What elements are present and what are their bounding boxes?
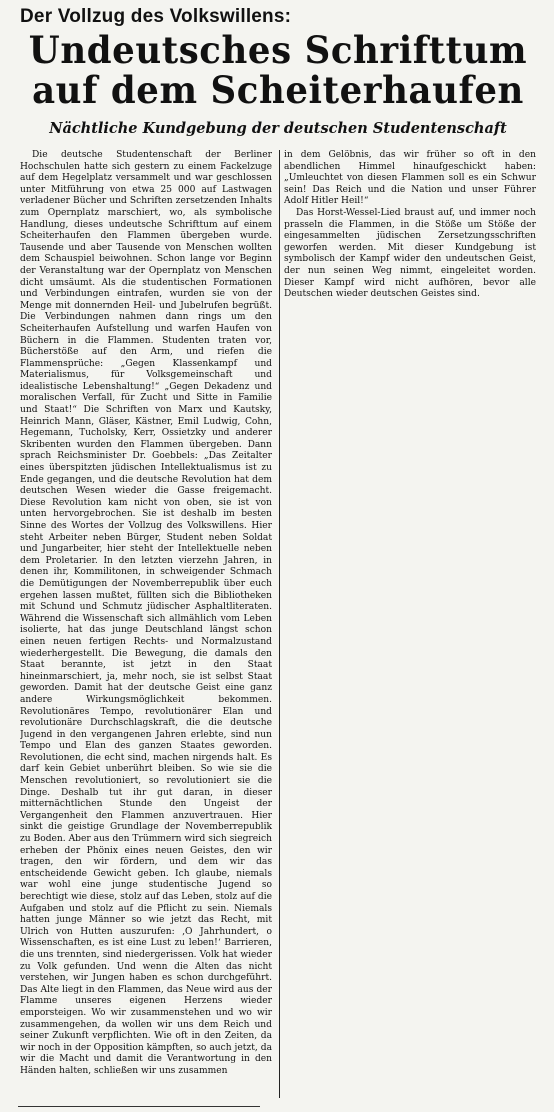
bottom-divider (18, 1106, 260, 1107)
headline-line-2: auf dem Scheiterhaufen (32, 68, 524, 112)
article-body (20, 150, 536, 1105)
column-left (20, 150, 276, 1102)
headline-line-1: Undeutsches Schrifttum (28, 28, 528, 72)
article-paragraph: Die deutsche Studentenschaft der Berliner Hochschulen hatte sich gestern zu einem Fackelzuge auf dem Hegelplatz versammelt und war geschlossen unter Mitführung von etwa 25 000 auf Lastwagen verladener Bücher und Schriften zersetzenden Inhalts zum Opernplatz marschiert, wo, als symbolische Handlung, dieses undeutsche Schrifttum auf einem Scheiterhaufen den Flammen übergeben wurde. Tausende und aber Tausende von Menschen wollten dem Schauspiel beiwohnen. Schon lange vor Beginn der Veranstaltung war der Opernplatz von Menschen dicht umsäumt. Als die studentischen Formationen und Verbindungen eintrafen, wurden sie von der Menge mit donnernden Heil- und Jubelrufen begrüßt. Die Verbindungen nahmen dann rings um den Scheiterhaufen Aufstellung und warfen Haufen von Büchern in die Flammen. Studenten traten vor, Bücherstöße auf den Arm, und riefen die Flammensprüche: „Gegen Klassenkampf und Materialismus, für Volksgemeinschaft und idealistische Lebenshaltung!“ „Gegen Dekadenz und moralischen Verfall, für Zucht und Sitte in Familie und Staat!“ Die Schriften von Marx und Kautsky, Heinrich Mann, Gläser, Kästner, Emil Ludwig, Cohn, Hegemann, Tucholsky, Kerr, Ossietzky und anderer Skribenten wurden den Flammen übergeben. Dann sprach Reichsminister Dr. Goebbels: „Das Zeitalter eines überspitzten jüdischen Intellektualismus ist zu Ende gegangen, und die deutsche Revolution hat dem deutschen Wesen wieder die Gasse freigemacht. Diese Revolution kam nicht von oben, sie ist von unten hervorgebrochen. Sie ist deshalb im besten Sinne des Wortes der Vollzug des Volkswillens. Hier steht Arbeiter neben Bürger, Student neben Soldat und Jungarbeiter, hier steht der Intellektuelle neben dem Proletarier. In den letzten vierzehn Jahren, in denen ihr, Kommilitonen, in schweigender Schmach die Demütigungen der Novemberrepublik über euch ergehen lassen mußtet, füllten sich die Bibliotheken mit Schund und Schmutz jüdischer Asphaltliteraten. Während die Wissenschaft sich allmählich vom Leben isolierte, hat das junge Deutschland längst schon einen neuen fertigen Rechts- und Normalzustand wiederhergestellt. Die Bewegung, die damals den Staat berannte, ist jetzt in den Staat hineinmarschiert, ja, mehr noch, sie ist selbst Staat geworden. Damit hat der deutsche Geist eine ganz andere Wirkungsmöglichkeit bekommen. Revolutionäres Tempo, revolutionärer Elan und revolutionäre Durchschlagskraft, die die deutsche Jugend in den vergangenen Jahren erlebte, sind nun Tempo und Elan des ganzen Staates geworden. Revolutionen, die echt sind, machen nirgends halt. Es darf kein Gebiet unberührt bleiben. So wie sie die Menschen revolutioniert, so revolutioniert sie die Dinge. Deshalb tut ihr gut daran, in dieser mitternächtlichen Stunde den Ungeist der Vergangenheit den Flammen anzuvertrauen. Hier sinkt die geistige Grundlage der Novemberrepublik zu Boden. Aber aus den Trümmern wird sich siegreich erheben der Phönix eines neuen Geistes, den wir tragen, den wir fördern, und dem wir das entscheidende Gewicht geben. Ich glaube, niemals war wohl eine junge studentische Jugend so berechtigt wie diese, stolz auf das Leben, stolz auf die Aufgaben und stolz auf die Pflicht zu sein. Niemals hatten junge Männer so wie jetzt das Recht, mit Ulrich von Hutten auszurufen: ‚O Jahrhundert, o Wissenschaften, es ist eine Lust zu leben!‘ Barrieren, die uns trennten, sind niedergerissen. Volk hat wieder zu Volk gefunden. Und wenn die Alten das nicht verstehen, wir Jungen haben es schon durchgeführt. Das Alte liegt in den Flammen, das Neue wird aus der Flamme unseres eigenen Herzens wieder emporsteigen. Wo wir zusammenstehen und wo wir zusammengehen, da wollen wir uns dem Reich und seiner Zukunft verpflichten. Wie oft in den Zeiten, da wir noch in der Opposition kämpften, so auch jetzt, da wir die Macht und damit die Verantwortung in den Händen halten, schließen wir uns zusammen (20, 150, 272, 1076)
column-divider (279, 150, 280, 1098)
column-right (284, 150, 536, 330)
article-paragraph-continued: in dem Gelöbnis, das wir früher so oft in den abendlichen Himmel hinaufgeschickt haben: „Umleuchtet von diesen Flammen soll es ein Schwur sein! Das Reich und die Nation und unser Führer Adolf Hitler Heil!“ (284, 150, 536, 207)
subheadline: Nächtliche Kundgebung der deutschen Studentenschaft (49, 120, 507, 137)
kicker-line: Der Vollzug des Volkswillens: (20, 6, 292, 27)
article-paragraph-closing: Das Horst-Wessel-Lied braust auf, und immer noch prasseln die Flammen, in die Stöße um Stöße der eingesammelten jüdischen Zersetzungsschriften geworfen werden. Mit dieser Kundgebung ist symbolisch der Kampf wider den undeutschen Geist, der nun seinen Weg nimmt, eingeleitet worden. Dieser Kampf wird nicht aufhören, bevor alle Deutschen wieder deutschen Geistes sind. (284, 207, 536, 300)
headline (23, 30, 534, 110)
